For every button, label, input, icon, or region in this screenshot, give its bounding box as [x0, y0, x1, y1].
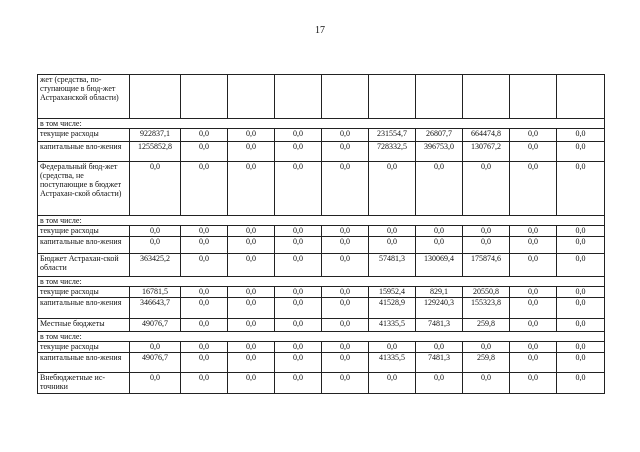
- value-cell: 0,0: [557, 162, 605, 216]
- table-row: [38, 162, 605, 216]
- value-cell: 0,0: [463, 226, 510, 237]
- value-cell: 0,0: [275, 353, 322, 373]
- value-cell: 0,0: [322, 298, 369, 319]
- value-cell: 0,0: [181, 373, 228, 394]
- value-cell: 0,0: [228, 287, 275, 298]
- value-cell: 0,0: [275, 373, 322, 394]
- row-label: в том числе:: [38, 119, 605, 129]
- subheader-row: [38, 119, 605, 129]
- value-cell: 0,0: [181, 353, 228, 373]
- table-row: [38, 342, 605, 353]
- value-cell: 0,0: [130, 237, 181, 254]
- value-cell: 130069,4: [416, 254, 463, 277]
- value-cell: 0,0: [228, 353, 275, 373]
- value-cell: 15952,4: [369, 287, 416, 298]
- value-cell: 346643,7: [130, 298, 181, 319]
- value-cell: 0,0: [275, 342, 322, 353]
- value-cell: 0,0: [228, 298, 275, 319]
- table-row: [38, 319, 605, 332]
- value-cell: 0,0: [463, 237, 510, 254]
- value-cell: 41335,5: [369, 319, 416, 332]
- value-cell: 0,0: [463, 162, 510, 216]
- value-cell: 231554,7: [369, 129, 416, 142]
- value-cell: 0,0: [322, 129, 369, 142]
- value-cell: [275, 75, 322, 119]
- value-cell: 0,0: [463, 373, 510, 394]
- value-cell: 0,0: [557, 342, 605, 353]
- table-row: [38, 373, 605, 394]
- value-cell: 0,0: [510, 162, 557, 216]
- value-cell: 0,0: [181, 342, 228, 353]
- value-cell: 0,0: [557, 353, 605, 373]
- value-cell: 0,0: [322, 373, 369, 394]
- value-cell: 0,0: [322, 353, 369, 373]
- value-cell: 0,0: [130, 162, 181, 216]
- row-label: Внебюджетные ис-точники: [38, 373, 130, 394]
- budget-table: [37, 74, 605, 394]
- value-cell: 0,0: [416, 237, 463, 254]
- value-cell: 0,0: [369, 342, 416, 353]
- value-cell: 0,0: [181, 162, 228, 216]
- value-cell: 0,0: [557, 287, 605, 298]
- value-cell: 0,0: [275, 298, 322, 319]
- value-cell: 0,0: [228, 226, 275, 237]
- value-cell: 0,0: [322, 142, 369, 162]
- subheader-row: [38, 277, 605, 287]
- value-cell: 0,0: [130, 342, 181, 353]
- value-cell: [130, 75, 181, 119]
- value-cell: 0,0: [228, 319, 275, 332]
- value-cell: 0,0: [275, 254, 322, 277]
- row-label: капитальные вло-жения: [38, 142, 130, 162]
- value-cell: 0,0: [322, 254, 369, 277]
- value-cell: 0,0: [510, 287, 557, 298]
- value-cell: 130767,2: [463, 142, 510, 162]
- value-cell: 0,0: [510, 129, 557, 142]
- value-cell: 0,0: [557, 129, 605, 142]
- value-cell: 0,0: [228, 129, 275, 142]
- table-row: [38, 298, 605, 319]
- value-cell: 922837,1: [130, 129, 181, 142]
- value-cell: 0,0: [510, 319, 557, 332]
- value-cell: 0,0: [510, 353, 557, 373]
- value-cell: 49076,7: [130, 353, 181, 373]
- value-cell: 0,0: [130, 373, 181, 394]
- value-cell: [181, 75, 228, 119]
- value-cell: 0,0: [181, 129, 228, 142]
- row-label: капитальные вло-жения: [38, 237, 130, 254]
- value-cell: 0,0: [275, 226, 322, 237]
- value-cell: 0,0: [416, 162, 463, 216]
- value-cell: 41335,5: [369, 353, 416, 373]
- value-cell: 0,0: [416, 226, 463, 237]
- value-cell: 728332,5: [369, 142, 416, 162]
- value-cell: [369, 75, 416, 119]
- value-cell: 0,0: [228, 254, 275, 277]
- value-cell: 0,0: [181, 287, 228, 298]
- value-cell: [416, 75, 463, 119]
- value-cell: 16781,5: [130, 287, 181, 298]
- row-label: в том числе:: [38, 277, 605, 287]
- value-cell: 0,0: [228, 162, 275, 216]
- value-cell: 0,0: [510, 298, 557, 319]
- value-cell: 49076,7: [130, 319, 181, 332]
- row-label: текущие расходы: [38, 342, 130, 353]
- row-label: текущие расходы: [38, 226, 130, 237]
- value-cell: 829,1: [416, 287, 463, 298]
- value-cell: 0,0: [275, 162, 322, 216]
- row-label: Федеральный бюд-жет (средства, не поступающие в бюджет Астрахан-ской области): [38, 162, 130, 216]
- value-cell: 0,0: [510, 373, 557, 394]
- value-cell: 0,0: [369, 373, 416, 394]
- value-cell: 0,0: [557, 226, 605, 237]
- table-row: [38, 142, 605, 162]
- value-cell: 0,0: [322, 287, 369, 298]
- value-cell: 259,8: [463, 319, 510, 332]
- value-cell: 0,0: [557, 142, 605, 162]
- value-cell: 0,0: [181, 142, 228, 162]
- row-label: Бюджет Астрахан-ской области: [38, 254, 130, 277]
- value-cell: 0,0: [557, 298, 605, 319]
- value-cell: 0,0: [322, 162, 369, 216]
- row-label: текущие расходы: [38, 287, 130, 298]
- value-cell: 396753,0: [416, 142, 463, 162]
- value-cell: 0,0: [510, 237, 557, 254]
- subheader-row: [38, 216, 605, 226]
- value-cell: 0,0: [181, 298, 228, 319]
- value-cell: 0,0: [181, 226, 228, 237]
- value-cell: [228, 75, 275, 119]
- value-cell: 0,0: [228, 237, 275, 254]
- value-cell: 0,0: [181, 237, 228, 254]
- value-cell: 0,0: [416, 342, 463, 353]
- value-cell: 0,0: [228, 342, 275, 353]
- row-label: в том числе:: [38, 332, 605, 342]
- value-cell: 0,0: [510, 142, 557, 162]
- value-cell: 0,0: [275, 287, 322, 298]
- row-label: Местные бюджеты: [38, 319, 130, 332]
- value-cell: 0,0: [369, 162, 416, 216]
- value-cell: 129240,3: [416, 298, 463, 319]
- value-cell: 259,8: [463, 353, 510, 373]
- value-cell: 155323,8: [463, 298, 510, 319]
- subheader-row: [38, 332, 605, 342]
- value-cell: 0,0: [181, 319, 228, 332]
- row-label: текущие расходы: [38, 129, 130, 142]
- value-cell: 0,0: [228, 142, 275, 162]
- value-cell: 0,0: [275, 129, 322, 142]
- value-cell: 0,0: [322, 342, 369, 353]
- value-cell: 41528,9: [369, 298, 416, 319]
- row-label: капитальные вло-жения: [38, 353, 130, 373]
- value-cell: 7481,3: [416, 353, 463, 373]
- value-cell: 0,0: [510, 342, 557, 353]
- value-cell: 0,0: [416, 373, 463, 394]
- value-cell: 0,0: [181, 254, 228, 277]
- value-cell: 0,0: [557, 254, 605, 277]
- table-row: [38, 226, 605, 237]
- value-cell: [322, 75, 369, 119]
- value-cell: 0,0: [557, 373, 605, 394]
- value-cell: 0,0: [369, 226, 416, 237]
- value-cell: 0,0: [322, 319, 369, 332]
- value-cell: 7481,3: [416, 319, 463, 332]
- row-label: капитальные вло-жения: [38, 298, 130, 319]
- value-cell: 0,0: [322, 237, 369, 254]
- value-cell: 57481,3: [369, 254, 416, 277]
- value-cell: 0,0: [557, 237, 605, 254]
- table-row: [38, 353, 605, 373]
- value-cell: 0,0: [275, 142, 322, 162]
- table-row: [38, 75, 605, 119]
- table-row: [38, 129, 605, 142]
- page-number: 17: [315, 25, 325, 36]
- table-row: [38, 237, 605, 254]
- table-row: [38, 254, 605, 277]
- table-row: [38, 287, 605, 298]
- value-cell: 0,0: [322, 226, 369, 237]
- value-cell: 0,0: [463, 342, 510, 353]
- value-cell: [510, 75, 557, 119]
- value-cell: 26807,7: [416, 129, 463, 142]
- value-cell: 363425,2: [130, 254, 181, 277]
- row-label: в том числе:: [38, 216, 605, 226]
- value-cell: 0,0: [557, 319, 605, 332]
- value-cell: 0,0: [369, 237, 416, 254]
- value-cell: 0,0: [510, 226, 557, 237]
- value-cell: 0,0: [510, 254, 557, 277]
- value-cell: 664474,8: [463, 129, 510, 142]
- value-cell: [557, 75, 605, 119]
- value-cell: 0,0: [130, 226, 181, 237]
- value-cell: 1255852,8: [130, 142, 181, 162]
- value-cell: 0,0: [275, 237, 322, 254]
- value-cell: 175874,6: [463, 254, 510, 277]
- value-cell: 0,0: [275, 319, 322, 332]
- row-label: жет (средства, по-ступающие в бюд-жет Астраханской области): [38, 75, 130, 119]
- value-cell: 0,0: [228, 373, 275, 394]
- value-cell: [463, 75, 510, 119]
- value-cell: 20550,8: [463, 287, 510, 298]
